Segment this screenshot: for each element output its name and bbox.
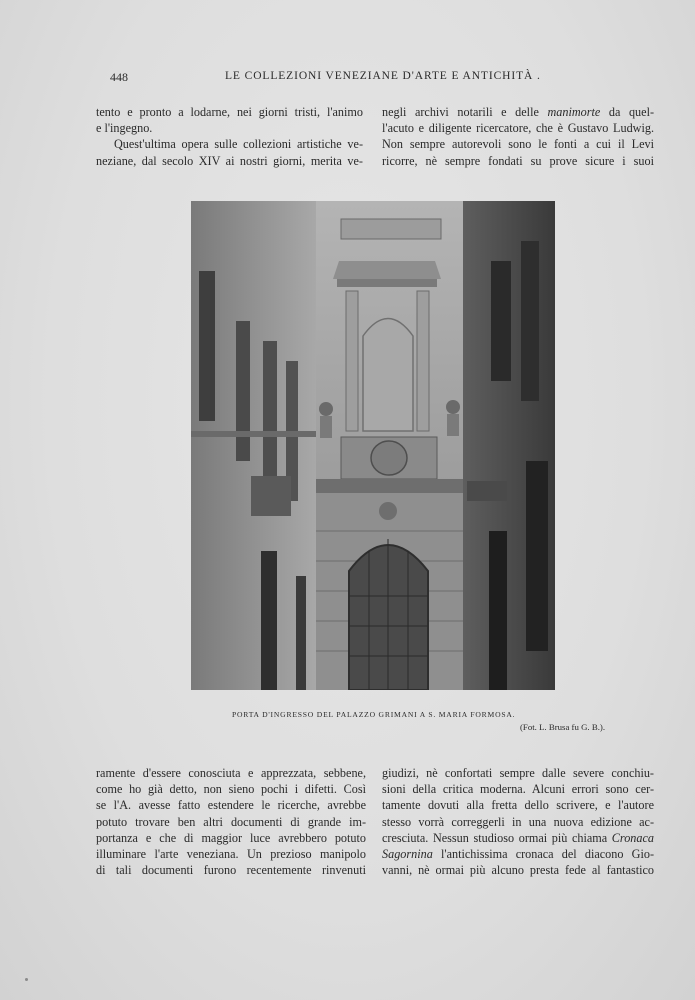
text-column-bottom-left xyxy=(96,765,366,878)
page-number: 448 xyxy=(110,70,128,84)
italic-term: Cronaca xyxy=(611,830,654,845)
text-line: vanni, nè ormai più alcuno presta fede al fantastico xyxy=(382,863,654,878)
text-line: Sagornina l'antichissima cronaca del diacono Gio- xyxy=(382,847,654,862)
text-line: portanza e che di maggior luce avrebbero potuto xyxy=(96,830,366,845)
page-header xyxy=(110,70,590,86)
text-line: se l'A. avesse fatto estendere le ricerche, avrebbe xyxy=(96,798,366,813)
text-line: tamente dovuti alla fretta dello scrivere, e l'autore xyxy=(382,798,654,813)
text-line: ramente d'essere conosciuta e apprezzata, sebbene, xyxy=(96,766,366,780)
italic-term: Sagornina xyxy=(382,847,433,862)
text-line: di tali documenti furono recentemente rinvenuti xyxy=(96,863,366,878)
text-line: e l'ingegno. xyxy=(96,121,153,136)
text-line: come ho già detto, non sieno pochi i difetti. Così xyxy=(96,782,366,797)
text-line: Quest'ultima opera sulle collezioni artistiche ve- xyxy=(114,137,363,152)
text-column-bottom-right xyxy=(382,765,654,878)
text-line: neziane, dal secolo XIV ai nostri giorni, merita ve- xyxy=(96,153,363,168)
figure-caption: PORTA D'INGRESSO DEL PALAZZO GRIMANI A S. MARIA FORMOSA. xyxy=(232,710,516,719)
text-line: sioni della critica moderna. Alcuni errori sono cer- xyxy=(382,782,654,797)
text-line: tento e pronto a lodarne, nei giorni tristi, l'animo xyxy=(96,105,363,119)
italic-term: manimorte xyxy=(547,105,601,119)
text-line: illuminare l'arte veneziana. Un prezioso manipolo xyxy=(96,847,366,862)
text-line: negli archivi notarili e delle manimorte da quel- xyxy=(382,105,655,119)
text-line: cresciuta. Nessun studioso ormai più chiama Cronaca xyxy=(382,830,654,845)
paper-speck xyxy=(25,978,28,981)
text-line: l'acuto e diligente ricercatore, che è Gustavo Ludwig. xyxy=(382,121,654,136)
text-line: giudizi, nè confortati sempre dalle severe conchiu- xyxy=(382,766,654,780)
text-line: ricorre, nè sempre fondati su prove sicure i suoi xyxy=(382,153,654,168)
running-title: LE COLLEZIONI VENEZIANE D'ARTE E ANTICHITÀ . xyxy=(225,70,541,82)
photo-credit: (Fot. L. Brusa fu G. B.). xyxy=(520,722,606,732)
text-line: stesso vorrà correggerli in una nuova edizione ac- xyxy=(382,814,654,829)
text-column-top-left xyxy=(96,104,363,169)
text-column-top-right xyxy=(382,104,654,169)
text-line: Non sempre autorevoli sono le fonti a cui il Levi xyxy=(382,137,654,152)
text-line: potuto trovare ben altri documenti di grande im- xyxy=(96,814,366,829)
palazzo-grimani-photograph xyxy=(191,201,555,690)
